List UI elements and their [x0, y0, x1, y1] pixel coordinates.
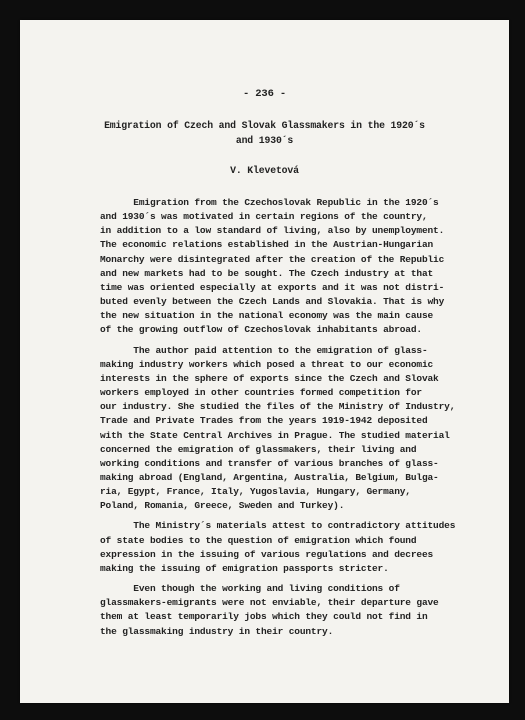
text-line: and new markets had to be sought. The Czech industry at that — [100, 267, 434, 279]
text-line: workers employed in other countries formed competition for — [100, 387, 422, 399]
text-line: concerned the emigration of glassmakers, their living and — [100, 443, 417, 455]
paragraph — [100, 196, 455, 338]
text-line: interests in the sphere of exports since the Czech and Slovak — [100, 372, 439, 384]
text-line: glassmakers-emigrants were not enviable, their departure gave — [100, 597, 439, 609]
text-line: Even though the working and living conditions of — [100, 583, 400, 595]
text-line: time was oriented especially at exports and it was not distri- — [100, 281, 445, 293]
title-line: and 1930´s — [235, 135, 294, 146]
text-line: with the State Central Archives in Prague. The studied material — [100, 429, 450, 441]
paragraph — [100, 344, 455, 514]
text-line: Poland, Romania, Greece, Sweden and Turkey). — [100, 500, 345, 512]
paragraph — [100, 519, 455, 576]
text-line: expression in the issuing of various regulations and decrees — [100, 548, 434, 560]
text-line: buted evenly between the Czech Lands and Slovakia. That is why — [100, 296, 445, 308]
text-line: The author paid attention to the emigration of glass- — [100, 344, 428, 356]
text-line: The Ministry´s materials attest to contradictory attitudes — [100, 520, 456, 532]
text-line: Monarchy were disintegrated after the creation of the Republic — [100, 253, 445, 265]
text-line: our industry. She studied the files of the Ministry of Industry, — [100, 401, 456, 413]
text-line: making industry workers which posed a threat to our economic — [100, 358, 434, 370]
document-page — [20, 20, 509, 703]
text-line: in addition to a low standard of living, also by unemployment. — [100, 225, 445, 237]
text-line: of the growing outflow of Czechoslovak inhabitants abroad. — [100, 324, 422, 336]
text-line: working conditions and transfer of various branches of glass- — [100, 457, 439, 469]
paragraph — [100, 582, 455, 639]
text-line: making the issuing of emigration passports stricter. — [100, 562, 389, 574]
text-line: the new situation in the national economy was the main cause — [100, 310, 434, 322]
text-line: them at least temporarily jobs which they could not find in — [100, 611, 428, 623]
text-line: ria, Egypt, France, Italy, Yugoslavia, Hungary, Germany, — [100, 486, 411, 498]
text-line: Trade and Private Trades from the years 1919-1942 deposited — [100, 415, 428, 427]
text-line: of state bodies to the question of emigration which found — [100, 534, 417, 546]
text-line: The economic relations established in the Austrian-Hungarian — [100, 239, 434, 251]
author-name: V. Klevetová — [230, 165, 299, 176]
text-line: Emigration from the Czechoslovak Republic in the 1920´s — [100, 197, 439, 208]
text-line: the glassmaking industry in their country. — [100, 625, 334, 637]
page-number: - 236 - — [242, 88, 287, 100]
document-title — [20, 118, 509, 148]
text-line: and 1930´s was motivated in certain regions of the country, — [100, 211, 428, 223]
title-line: Emigration of Czech and Slovak Glassmakers in the 1920´s — [104, 120, 425, 131]
text-line: making abroad (England, Argentina, Australia, Belgium, Bulga- — [100, 471, 439, 483]
body-text — [100, 196, 455, 645]
